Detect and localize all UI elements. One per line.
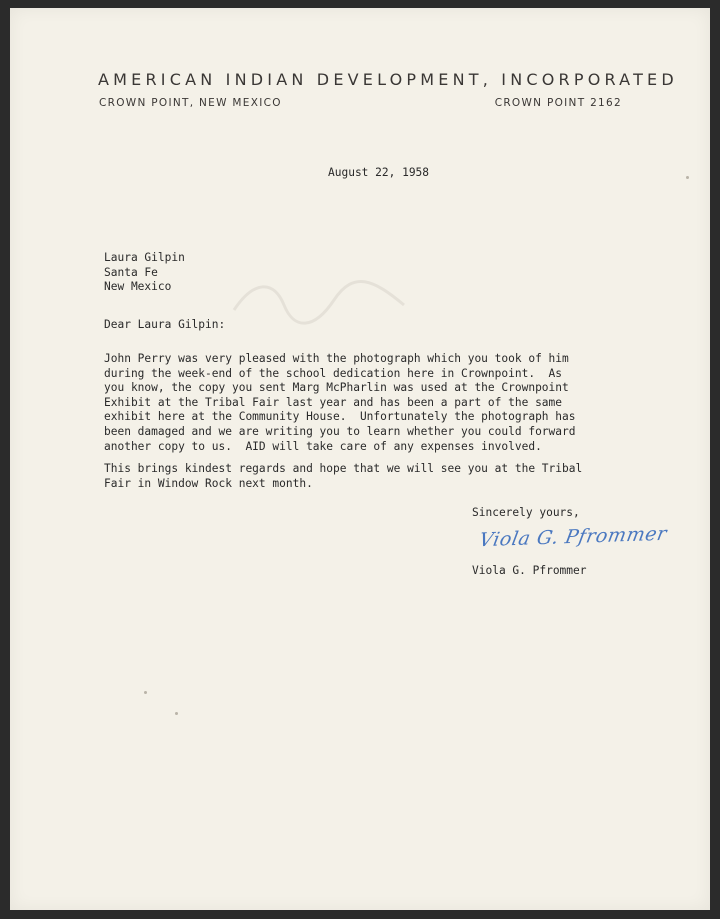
salutation: Dear Laura Gilpin: bbox=[104, 318, 226, 331]
paper-speck bbox=[686, 176, 689, 179]
letterhead-phone: CROWN POINT 2162 bbox=[494, 97, 622, 109]
letter-date: August 22, 1958 bbox=[328, 166, 430, 179]
typed-signer-name: Viola G. Pfrommer bbox=[472, 564, 587, 577]
letterhead-organization: AMERICAN INDIAN DEVELOPMENT, INCORPORATED bbox=[98, 70, 678, 89]
recipient-name: Laura Gilpin bbox=[104, 251, 185, 264]
recipient-state: New Mexico bbox=[104, 280, 172, 294]
signature-script: Viola G. Pfrommer bbox=[477, 522, 669, 552]
recipient-address bbox=[104, 251, 185, 295]
paper-speck bbox=[175, 712, 178, 715]
letter-page bbox=[10, 8, 710, 910]
body-paragraph-2: This brings kindest regards and hope that we will see you at the Tribal Fair in Window Rock next month. bbox=[104, 462, 583, 490]
faint-watermark bbox=[224, 260, 414, 340]
recipient-city: Santa Fe bbox=[104, 265, 158, 279]
letterhead-location: CROWN POINT, NEW MEXICO bbox=[99, 97, 282, 109]
closing: Sincerely yours, bbox=[472, 506, 580, 519]
body-paragraph-1: John Perry was very pleased with the photograph which you took of him during the week-end of the school dedication here in Crownpoint. As you know, the copy you sent Marg McPharlin was used at the Crownpoint Exhibit at the Tribal Fair last year and has been a part of the same exhibit here at the Community House. Unfortunately the photograph has been damaged and we are writing you to learn whether you could forward another copy to us. AID will take care of any expenses involved. bbox=[104, 352, 576, 453]
paper-speck bbox=[144, 691, 147, 694]
handwritten-signature bbox=[477, 522, 669, 566]
